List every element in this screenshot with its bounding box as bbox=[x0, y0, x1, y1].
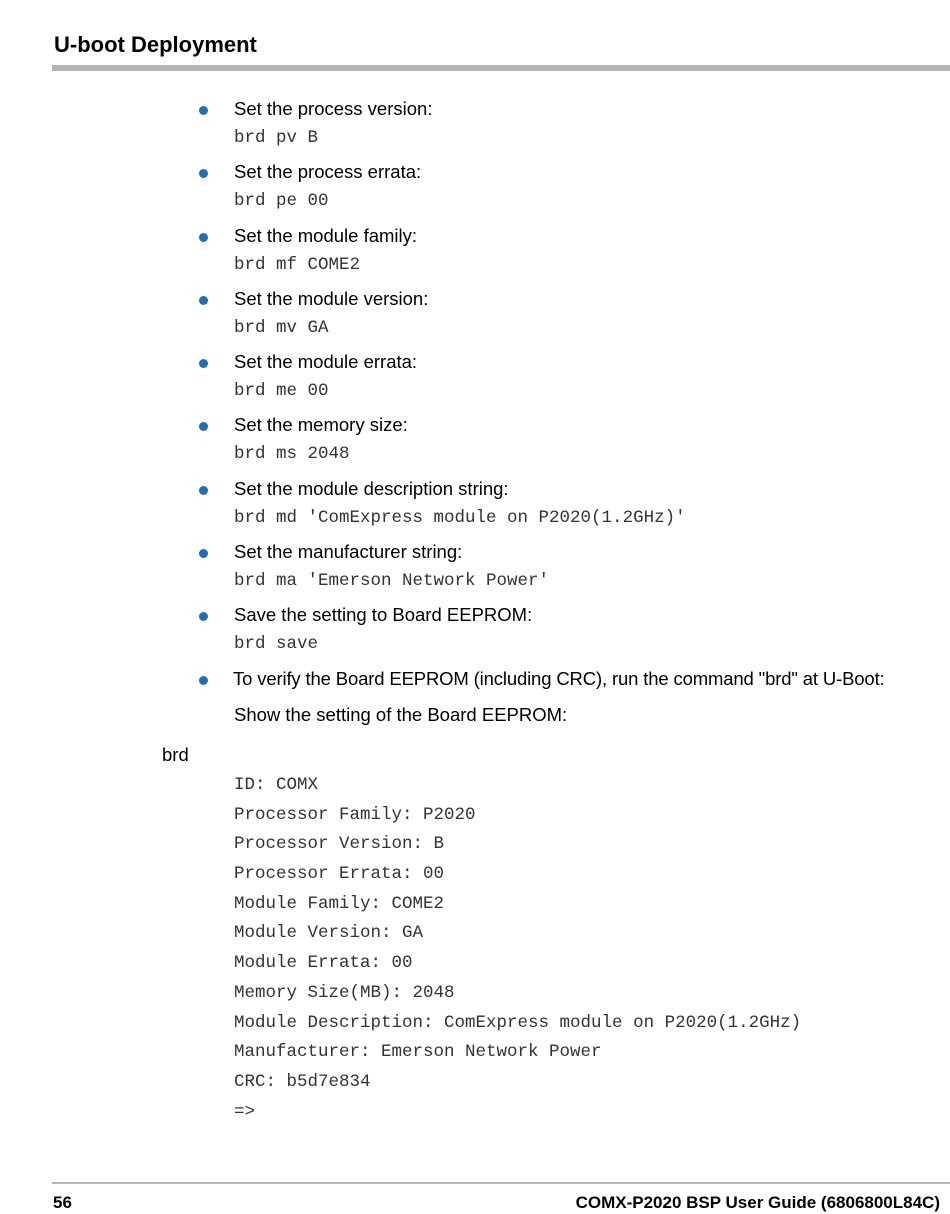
bullet-icon bbox=[199, 422, 208, 431]
bullet-icon bbox=[199, 612, 208, 621]
step-list bbox=[0, 95, 950, 728]
bullet-icon bbox=[199, 106, 208, 115]
output-line: Module Family: COME2 bbox=[234, 893, 445, 914]
bullet-icon bbox=[199, 169, 208, 178]
step-text: Set the manufacturer string: bbox=[234, 541, 463, 563]
output-line: Module Errata: 00 bbox=[234, 953, 413, 974]
list-item bbox=[0, 222, 950, 285]
step-command: brd mv GA bbox=[234, 317, 329, 338]
output-line: Manufacturer: Emerson Network Power bbox=[234, 1042, 602, 1063]
output-line: ID: COMX bbox=[234, 775, 319, 795]
step-command: brd mf COME2 bbox=[234, 254, 361, 275]
step-text: Save the setting to Board EEPROM: bbox=[234, 604, 533, 626]
header-rule bbox=[52, 65, 950, 71]
output-line: => bbox=[234, 1101, 256, 1122]
list-item bbox=[0, 158, 950, 221]
step-text: Set the module errata: bbox=[234, 351, 418, 373]
step-command: brd md 'ComExpress module on P2020(1.2GHz)' bbox=[234, 507, 686, 528]
step-text: Set the process version: bbox=[234, 98, 433, 119]
list-item bbox=[0, 601, 950, 664]
step-text: Set the module version: bbox=[234, 287, 429, 309]
output-line: CRC: b5d7e834 bbox=[234, 1071, 371, 1092]
list-item bbox=[0, 285, 950, 348]
bullet-icon bbox=[199, 233, 208, 242]
bullet-icon bbox=[199, 296, 208, 305]
step-text: Set the module family: bbox=[234, 224, 418, 246]
page-number: 56 bbox=[53, 1193, 72, 1212]
step-command: brd pe 00 bbox=[234, 191, 329, 212]
bullet-icon bbox=[199, 549, 208, 558]
output-line: Processor Version: B bbox=[234, 834, 445, 855]
output-line: Memory Size(MB): 2048 bbox=[234, 982, 455, 1003]
show-setting-text: Show the setting of the Board EEPROM: bbox=[234, 704, 568, 725]
step-command: brd ms 2048 bbox=[234, 444, 350, 465]
output-line: Processor Family: P2020 bbox=[234, 804, 476, 825]
bullet-icon bbox=[199, 359, 208, 368]
output-line: Processor Errata: 00 bbox=[234, 864, 445, 885]
step-text: Set the process errata: bbox=[234, 161, 422, 183]
list-item bbox=[0, 475, 950, 538]
list-item bbox=[0, 348, 950, 411]
step-text: Set the module description string: bbox=[234, 477, 509, 499]
footer-rule bbox=[52, 1182, 950, 1184]
step-command: brd ma 'Emerson Network Power' bbox=[234, 571, 550, 592]
list-item bbox=[0, 538, 950, 601]
document-title: COMX-P2020 BSP User Guide (6806800L84C) bbox=[575, 1193, 940, 1212]
list-item bbox=[0, 411, 950, 474]
eeprom-output bbox=[234, 772, 801, 1128]
bullet-icon bbox=[199, 486, 208, 495]
section-title: U-boot Deployment bbox=[54, 32, 257, 57]
list-item bbox=[0, 95, 950, 158]
step-text: To verify the Board EEPROM (including CRC), run the command "brd" at U-Boot: bbox=[233, 667, 885, 689]
step-command: brd save bbox=[234, 634, 319, 655]
step-text: Set the memory size: bbox=[234, 414, 408, 436]
output-line: Module Version: GA bbox=[234, 923, 424, 944]
bullet-icon bbox=[199, 676, 208, 685]
step-command: brd me 00 bbox=[234, 381, 329, 402]
output-line: Module Description: ComExpress module on P2020(1.2GHz) bbox=[234, 1012, 802, 1033]
brd-command-label: brd bbox=[162, 744, 189, 765]
step-command: brd pv B bbox=[234, 128, 319, 148]
